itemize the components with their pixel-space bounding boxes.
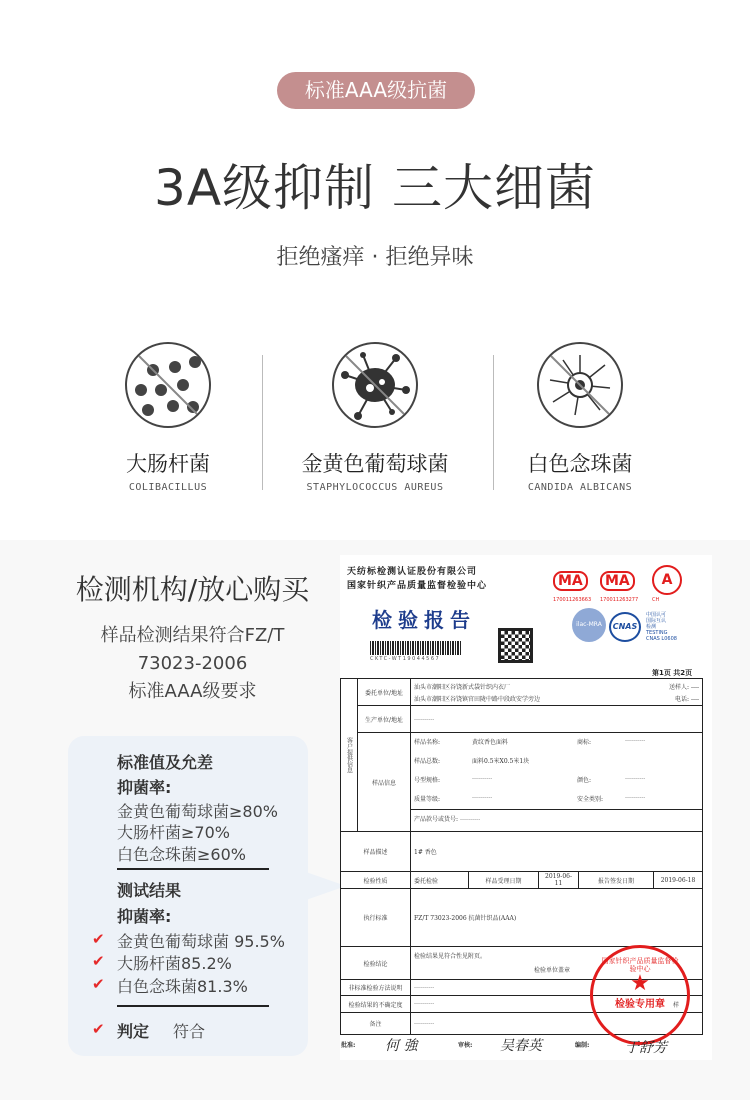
field-value: ---------- <box>459 816 481 823</box>
ilac-mra-logo: ilac-MRA <box>572 608 606 642</box>
barcode <box>370 641 462 655</box>
field-label: 质量等级: <box>414 796 441 803</box>
field-value: ---------- <box>472 775 493 782</box>
star-icon: ★ <box>630 971 650 996</box>
feature-colibacillus <box>68 340 268 493</box>
standard-item: 白色念珠菌≥60% <box>117 845 246 864</box>
field-label: 样品总数: <box>414 758 441 765</box>
inspection-line: 73023-2006 <box>137 653 248 674</box>
feature-staphylococcus <box>275 340 475 493</box>
sample-name: 黄纹香色面料 <box>472 739 509 746</box>
cert-number: 170011263663 <box>553 597 592 603</box>
official-stamp <box>590 945 690 1045</box>
sender-value: ---- <box>690 683 700 691</box>
bacteria-latin: CANDIDA ALBICANS <box>527 482 633 493</box>
concl-value: 检验结果见符合性见附页。 <box>414 953 487 960</box>
field-label: 安全类别: <box>577 796 604 803</box>
stamp-bottom-text: 检验专用章 <box>615 999 665 1010</box>
standard-title: 标准值及允差 <box>117 753 214 772</box>
sample-qty: 面料0.5米X0.5米1块 <box>472 758 530 765</box>
result-item: 金黄色葡萄球菌 95.5% <box>117 932 285 951</box>
nature-value: 委托检验 <box>411 872 469 889</box>
result-card <box>68 736 308 1056</box>
page-title: 3A级抑制 三大细菌 <box>154 159 596 217</box>
producer-value: ---------- <box>411 706 703 733</box>
review-label: 审核: <box>458 1042 473 1049</box>
check-icon: ✔ <box>92 975 105 993</box>
client-label: 委托单位/地址 <box>358 679 411 706</box>
phone-value: ---- <box>690 695 700 703</box>
rate-label: 抑菌率: <box>117 907 172 926</box>
cnas-note-line: CNAS L0608 <box>646 636 677 642</box>
phone-label: 电话: <box>674 695 690 703</box>
result-item: 大肠杆菌85.2% <box>117 954 232 973</box>
producer-label: 生产单位/地址 <box>358 706 411 733</box>
issue-date: 2019-06-18 <box>654 872 703 889</box>
approve-signature: 何 強 <box>385 1038 418 1054</box>
inspection-line: 样品检测结果符合FZ/T <box>100 625 285 646</box>
report-org: 国家针织产品质量监督检验中心 <box>347 581 488 591</box>
approve-label: 批准: <box>341 1042 356 1049</box>
client-cell <box>411 679 703 706</box>
nonstd-value: ---------- <box>411 980 703 996</box>
feature-candida <box>480 340 680 493</box>
field-value: ---------- <box>472 794 493 801</box>
divider <box>262 355 263 490</box>
page-indicator: 第1页 共2页 <box>652 669 693 677</box>
inspection-heading: 检测机构/放心购买 <box>75 573 310 606</box>
cnas-note-line: 中国认可 <box>646 612 667 618</box>
rate-label: 抑菌率: <box>117 778 172 797</box>
check-icon: ✔ <box>92 930 105 948</box>
compile-label: 编制: <box>575 1042 590 1049</box>
nonstd-label: 非标准检验方法说明 <box>341 980 411 996</box>
desc-label: 样品描述 <box>341 832 411 872</box>
cert-number: CH <box>652 597 660 603</box>
uncert-label: 检验结果的不确定度 <box>341 996 411 1013</box>
nature-label: 检验性质 <box>341 872 411 889</box>
barcode-text: CKTC-WT19044567 <box>370 656 441 662</box>
compile-signature: 于舒芳 <box>625 1040 667 1056</box>
recv-date: 2019-06-11 <box>539 872 579 889</box>
seal-note: 检验单位盖章 <box>534 967 571 974</box>
verdict-label: 判定 <box>117 1022 150 1041</box>
remark-value: ---------- <box>411 1013 703 1035</box>
inspection-line: 标准AAA级要求 <box>128 681 257 702</box>
cal-logo: A <box>652 565 682 595</box>
page-subtitle: 拒绝瘙痒 · 拒绝异味 <box>276 245 474 270</box>
cma-logo: MA <box>600 571 635 591</box>
cnas-note <box>646 612 677 642</box>
desc-value: 1# 香色 <box>411 832 703 872</box>
qr-code <box>498 628 533 663</box>
client-address: 汕头市潮阳区谷饶镇官田陇中路中段政安学旁边 <box>414 695 541 703</box>
divider <box>117 868 269 870</box>
standard-item: 大肠杆菌≥70% <box>117 823 230 842</box>
field-label: 颜色: <box>577 777 592 784</box>
check-icon: ✔ <box>92 1020 105 1038</box>
stamp-text: 国家针织产品质量监督检验中心 <box>601 957 679 973</box>
bacteria-name: 大肠杆菌 <box>126 452 210 476</box>
field-label: 商标: <box>577 739 592 746</box>
field-value: ---------- <box>625 775 646 782</box>
field-label: 产品款号或货号: <box>414 816 459 823</box>
sample-info-label: 样品信息 <box>358 733 411 832</box>
sign-tail: 样 <box>673 1001 680 1009</box>
bacteria-name: 白色念珠菌 <box>527 452 633 476</box>
review-signature: 吴春英 <box>500 1038 542 1054</box>
verdict-value: 符合 <box>173 1022 206 1041</box>
bacteria-latin: COLIBACILLUS <box>128 482 208 493</box>
standard-item: 金黄色葡萄球菌≥80% <box>117 802 278 821</box>
result-title: 测试结果 <box>117 881 182 900</box>
bacteria-name: 金黄色葡萄球菌 <box>301 452 449 476</box>
report-title: 检验报告 <box>372 608 476 632</box>
no-fungus-icon <box>535 340 625 430</box>
result-item: 白色念珠菌81.3% <box>117 977 248 996</box>
check-icon: ✔ <box>92 952 105 970</box>
cnas-note-line: 检测 <box>646 624 657 630</box>
bacteria-latin: STAPHYLOCOCCUS AUREUS <box>306 482 444 493</box>
field-value: ---------- <box>625 794 646 801</box>
cma-logo: MA <box>553 571 588 591</box>
field-label: 号型规格: <box>414 777 441 784</box>
cnas-note-line: TESTING <box>646 630 668 636</box>
issue-label: 报告签发日期 <box>579 872 654 889</box>
divider <box>117 1005 269 1007</box>
no-bacteria-dots-icon <box>123 340 213 430</box>
field-label: 样品名称: <box>414 739 441 746</box>
client-name: 汕头市潮阳区谷饶新式袋针织内衣厂 <box>414 683 511 691</box>
recv-label: 样品受理日期 <box>469 872 539 889</box>
no-virus-icon <box>330 340 420 430</box>
cert-number: 170011263277 <box>600 597 639 603</box>
cnas-logo: CNAS <box>609 612 641 642</box>
side-label: 客户提供信息 <box>341 679 358 832</box>
remark-label: 备注 <box>341 1013 411 1035</box>
report-org: 天纺标检测认证股份有限公司 <box>347 567 478 577</box>
std-value: FZ/T 73023-2006 抗菌针织品(AAA) <box>411 889 703 947</box>
sender-label: 送样人: <box>668 683 690 691</box>
std-label: 执行标准 <box>341 889 411 947</box>
concl-label: 检验结论 <box>341 947 411 980</box>
sample-info-cell <box>411 733 703 832</box>
field-value: ---------- <box>625 737 646 744</box>
cnas-note-line: 国际互认 <box>646 618 667 624</box>
aaa-antibacterial-badge: 标准AAA级抗菌 <box>277 72 475 109</box>
uncert-value: ---------- <box>414 999 435 1007</box>
